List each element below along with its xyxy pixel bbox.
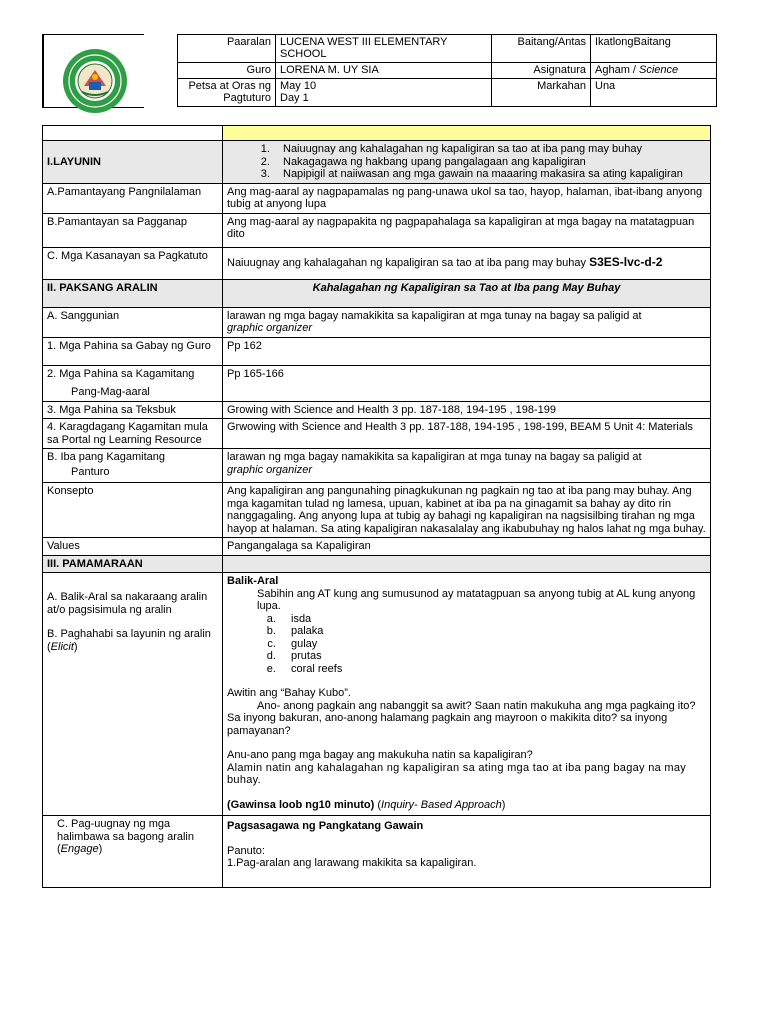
karagdagang-label: 4. Karagdagang Kagamitan mula sa Portal ng Learning Resource — [43, 419, 223, 449]
asignatura-value-b: Science — [639, 64, 679, 77]
list-item: 2. Nakagagawa ng hakbang upang pangalagaan ang kapaligiran — [273, 156, 706, 169]
row-teksbuk — [43, 401, 711, 419]
kasanayan-value: Naiuugnay ang kahalagahan ng kapaligiran sa tao at iba pang may buhay — [227, 257, 586, 270]
paksang-aralin-value: Kahalagahan ng Kapaligiran sa Tao at Iba pang May Buhay — [223, 279, 711, 307]
label-b-text: B. Paghahabi sa layunin ng aralin ( — [47, 628, 211, 653]
row-balik-aral — [43, 573, 711, 816]
layunin-label: I.LAYUNIN — [43, 141, 223, 184]
asignatura-label: Asignatura — [492, 63, 591, 78]
pamamaraan-label: III. PAMAMARAAN — [43, 555, 223, 573]
row-sanggunian — [43, 307, 711, 337]
list-item: a. isda — [279, 613, 706, 626]
gawinsa-italic: Inquiry- Based Approach — [381, 798, 502, 811]
row-karagdagang — [43, 419, 711, 449]
baitang-label: Baitang/Antas — [492, 35, 591, 63]
row-pamantayang-pangnilalaman — [43, 183, 711, 213]
layunin-list — [227, 143, 706, 181]
pag-uugnay-label-text: C. Pag-uugnay ng mga halimbawa sa bagong aralin ( — [57, 818, 194, 855]
awitin-text: Awitin ang “Bahay Kubo”. — [227, 687, 351, 699]
row-konsepto — [43, 483, 711, 538]
pamantayan-pagganap-label: B.Pamantayan sa Pagganap — [43, 213, 223, 247]
gawinsa-paren-open: ( — [374, 798, 382, 811]
paaralan-label: Paaralan — [178, 35, 276, 63]
panuto-step: 1.Pag-aralan ang larawang makikita sa kapaligiran. — [227, 857, 477, 869]
label-b-italic: Elicit — [50, 640, 74, 653]
gawinsa-bold-end: ) — [370, 798, 375, 811]
values-label: Values — [43, 538, 223, 556]
balik-aral-list — [227, 613, 706, 676]
kasanayan-label: C. Mga Kasanayan sa Pagkatuto — [43, 247, 223, 279]
row-pamamaraan — [43, 555, 711, 573]
balik-aral-label-b — [47, 628, 218, 653]
row-kagamitang — [43, 365, 711, 401]
guro-value: LORENA M. UY SIA — [276, 63, 492, 78]
pamantayang-pangnilalaman-label: A.Pamantayang Pangnilalaman — [43, 183, 223, 213]
school-seal-icon — [62, 48, 128, 114]
list-item: 3. Napipigil at naiiwasan ang mga gawain na maaaring makasira sa ating kapaligiran — [273, 168, 706, 181]
paaralan-value: LUCENA WEST III ELEMENTARY SCHOOL — [276, 35, 492, 63]
row-pag-uugnay — [43, 816, 711, 888]
konsepto-value: Ang kapaligiran ang pangunahing pinagkukunan ng pagkain ng tao at iba pang may buhay. Ang mga kagamitan tulad ng lamesa, upuan, kabinet at iba pa na ginagamit sa bahay ay dito rin nanggagaling. Ang anyong lupa at tubig ay bahagi ng kapaligiran na nagsisilbing tirahan ng mga hayop at halaman. Sa ating kapaligiran nakasalalay ang ikabubuhay ng halos lahat ng mga buhay. — [223, 483, 711, 538]
row-kasanayan — [43, 247, 711, 279]
gawinsa-text — [227, 799, 706, 814]
row-paksang-aralin — [43, 279, 711, 307]
kasanayan-code: S3ES-lvc-d-2 — [589, 255, 663, 270]
pag-uugnay-title: Pagsasagawa ng Pangkatang Gawain — [227, 820, 424, 832]
konsepto-label: Konsepto — [43, 483, 223, 538]
asignatura-value — [591, 63, 717, 78]
kagamitang-value: Pp 165-166 — [223, 365, 711, 401]
teksbuk-value: Growing with Science and Health 3 pp. 187-188, 194-195 , 198-199 — [223, 401, 711, 419]
lesson-plan-table — [42, 125, 711, 888]
paksang-aralin-label: II. PAKSANG ARALIN — [43, 279, 223, 307]
top-row — [43, 126, 711, 141]
gawinsa-paren-close: ) — [501, 798, 506, 811]
pag-uugnay-label-close: ) — [98, 843, 103, 855]
list-item: 1. Naiuugnay ang kahalagahan ng kapaligiran sa tao at iba pang may buhay — [273, 143, 706, 156]
kagamitang-label-2: Pang-Mag-aaral — [71, 386, 150, 398]
panuto-label: Panuto: — [227, 844, 265, 857]
teksbuk-label: 3. Mga Pahina sa Teksbuk — [43, 401, 223, 419]
pamantayan-pagganap-value: Ang mag-aaral ay nagpapakita ng pagpapahalaga sa kapaligiran at mga bagay na matatagpuan dito — [223, 213, 711, 247]
sanggunian-value-italic: graphic organizer — [227, 322, 312, 334]
pamantayang-pangnilalaman-value: Ang mag-aaral ay nagpapamalas ng pang-unawa ukol sa tao, hayop, halaman, ibat-ibang anyong tubig at anyong lupa — [223, 183, 711, 213]
list-item: e. coral reefs — [279, 663, 706, 676]
header-table — [177, 34, 717, 107]
row-gabay-guro — [43, 337, 711, 365]
karagdagang-value: Grwowing with Science and Health 3 pp. 187-188, 194-195 , 198-199, BEAM 5 Unit 4: Materials — [223, 419, 711, 449]
row-values — [43, 538, 711, 556]
sanggunian-value: larawan ng mga bagay namakikita sa kapaligiran at mga tunay na bagay sa paligid at — [227, 309, 642, 322]
sanggunian-label: A. Sanggunian — [43, 307, 223, 337]
anuano-text: Anu-ano pang mga bagay ang makukuha natin sa kapaligiran? — [227, 749, 533, 761]
iba-pang-value-italic: graphic organizer — [227, 463, 312, 476]
guro-label: Guro — [178, 63, 276, 78]
gawinsa-bold: (Gawinsa loob ng10 minuto — [227, 798, 371, 811]
kagamitang-label-1: 2. Mga Pahina sa Kagamitang — [47, 367, 195, 380]
asignatura-value-a: Agham / — [595, 64, 640, 77]
questions-text: Ano- anong pagkain ang nabanggit sa awit? Saan natin makukuha ang mga pagkaing ito? Sa inyong bakuran, ano-anong halamang pagkain ang mayroon o makikita dito? sa inyong pamayanan? — [227, 699, 696, 737]
row-layunin — [43, 141, 711, 184]
alamin-text: Alamin natin ang kahalagahan ng kapaligiran sa ating mga tao at iba pang bagay na may buhay. — [227, 761, 687, 786]
iba-pang-label-2: Panturo — [71, 465, 110, 478]
markahan-label: Markahan — [492, 78, 591, 106]
gabay-guro-label: 1. Mga Pahina sa Gabay ng Guro — [43, 337, 223, 365]
petsa-label: Petsa at Oras ng Pagtuturo — [178, 78, 276, 106]
petsa-date: May 10 — [280, 79, 317, 92]
row-pamantayan-pagganap — [43, 213, 711, 247]
list-item: b. palaka — [279, 625, 706, 638]
balik-aral-instruction: Sabihin ang AT kung ang sumusunod ay matatagpuan sa anyong tubig at AL kung anyong lupa. — [257, 587, 696, 612]
pag-uugnay-label — [43, 816, 223, 888]
lesson-plan-header — [42, 34, 716, 108]
pag-uugnay-label-italic: Engage — [60, 843, 99, 855]
petsa-day: Day 1 — [280, 91, 309, 104]
balik-aral-title: Balik-Aral — [227, 575, 279, 587]
yellow-header-cell — [223, 126, 711, 141]
balik-aral-label-a: A. Balik-Aral sa nakaraang aralin at/o pagsisimula ng aralin — [47, 591, 208, 616]
list-item: c. gulay — [279, 638, 706, 651]
list-item: d. prutas — [279, 650, 706, 663]
baitang-value: IkatlongBaitang — [591, 35, 717, 63]
row-iba-pang — [43, 449, 711, 483]
label-b-close: ) — [73, 640, 78, 653]
iba-pang-value: larawan ng mga bagay namakikita sa kapaligiran at mga tunay na bagay sa paligid at — [227, 451, 642, 463]
values-value: Pangangalaga sa Kapaligiran — [223, 538, 711, 556]
gabay-guro-value: Pp 162 — [223, 337, 711, 365]
petsa-value — [276, 78, 492, 106]
markahan-value: Una — [591, 78, 717, 106]
iba-pang-label-1: B. Iba pang Kagamitang — [47, 451, 166, 463]
